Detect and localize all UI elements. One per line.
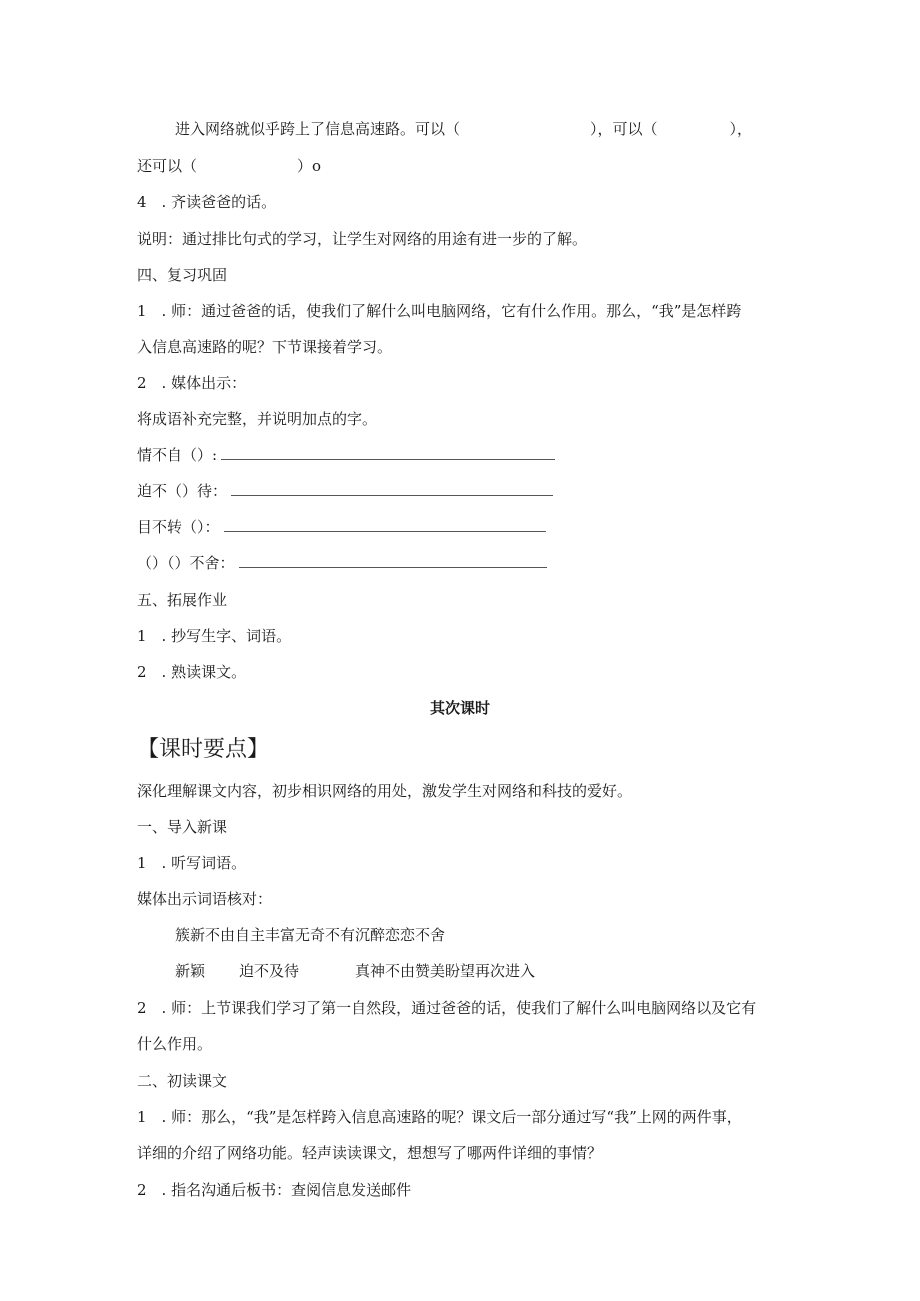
section-2-heading: 二、初读课文 — [137, 1072, 228, 1090]
word-group: 新颖 — [175, 962, 206, 980]
idiom-intro: 将成语补充完整，并说明加点的字。 — [137, 410, 378, 428]
idiom-item — [137, 445, 555, 465]
check-intro: 媒体出示词语核对： — [137, 890, 273, 908]
word-list-row-2 — [175, 961, 535, 981]
word-group: 真神不由赞美盼望再次进入 — [355, 962, 536, 980]
teacher-2-line-1: 2 . 师：上节课我们学习了第一自然段，通过爸爸的话，使我们了解什么叫电脑网络以及它有 — [137, 999, 757, 1017]
answer-line — [231, 483, 553, 496]
read-1-line-2: 详细的介绍了网络功能。轻声读读课文，想想写了哪两件详细的事情？ — [137, 1144, 603, 1162]
review-1-line-1: 1 . 师：通过爸爸的话，使我们了解什么叫电脑网络，它有什么作用。那么，“我”是怎样跨 — [137, 302, 742, 320]
section-5-heading: 五、拓展作业 — [137, 591, 228, 609]
answer-line — [221, 447, 555, 460]
key-points-text: 深化理解课文内容，初步相识网络的用处，激发学生对网络和科技的爱好。 — [137, 782, 633, 800]
fill-text-4: 还可以（ — [137, 157, 198, 175]
homework-1: 1 . 抄写生字、词语。 — [137, 627, 292, 645]
fill-text-5: ）o — [297, 157, 322, 175]
answer-line — [224, 519, 546, 532]
dictation: 1 . 听写词语。 — [137, 854, 247, 872]
review-1-line-2: 入信息高速路的呢？下节课接着学习。 — [137, 338, 393, 356]
idiom-label: （）（）不舍： — [137, 554, 235, 572]
read-1-line-1: 1 . 师：那么，“我”是怎样跨入信息高速路的呢？课文后一部分通过写“我”上网的两件事， — [137, 1108, 742, 1126]
second-lesson-title: 其次课时 — [429, 699, 490, 717]
idiom-item — [137, 517, 546, 537]
teacher-2-line-2: 什么作用。 — [137, 1035, 213, 1053]
step-4: 4 . 齐读爸爸的话。 — [137, 193, 277, 211]
word-group: 迫不及待 — [239, 962, 300, 980]
fill-text-2: ），可以（ — [590, 120, 658, 138]
idiom-label: 目不转（）： — [137, 518, 220, 536]
idiom-item — [137, 481, 553, 501]
section-4-heading: 四、复习巩固 — [137, 266, 228, 284]
fill-text-3: ）， — [729, 120, 753, 138]
word-list-row-1: 簇新不由自主丰富无奇不有沉醉恋恋不舍 — [175, 926, 446, 944]
fill-sentence-line-2 — [137, 156, 321, 176]
idiom-item — [137, 553, 547, 573]
review-2: 2 . 媒体出示： — [137, 374, 247, 392]
key-points-title: 【课时要点】 — [137, 737, 270, 762]
fill-sentence-line-1 — [175, 119, 752, 139]
answer-line — [239, 555, 547, 568]
homework-2: 2 . 熟读课文。 — [137, 663, 247, 681]
idiom-label: 情不自（）: — [137, 446, 218, 464]
section-1-heading: 一、导入新课 — [137, 818, 228, 836]
explanation: 说明：通过排比句式的学习，让学生对网络的用途有进一步的了解。 — [137, 230, 588, 248]
fill-text-1: 进入网络就似乎跨上了信息高速路。可以（ — [175, 120, 461, 138]
idiom-label: 迫不（）待： — [137, 482, 228, 500]
read-2: 2 . 指名沟通后板书：查阅信息发送邮件 — [137, 1181, 412, 1199]
